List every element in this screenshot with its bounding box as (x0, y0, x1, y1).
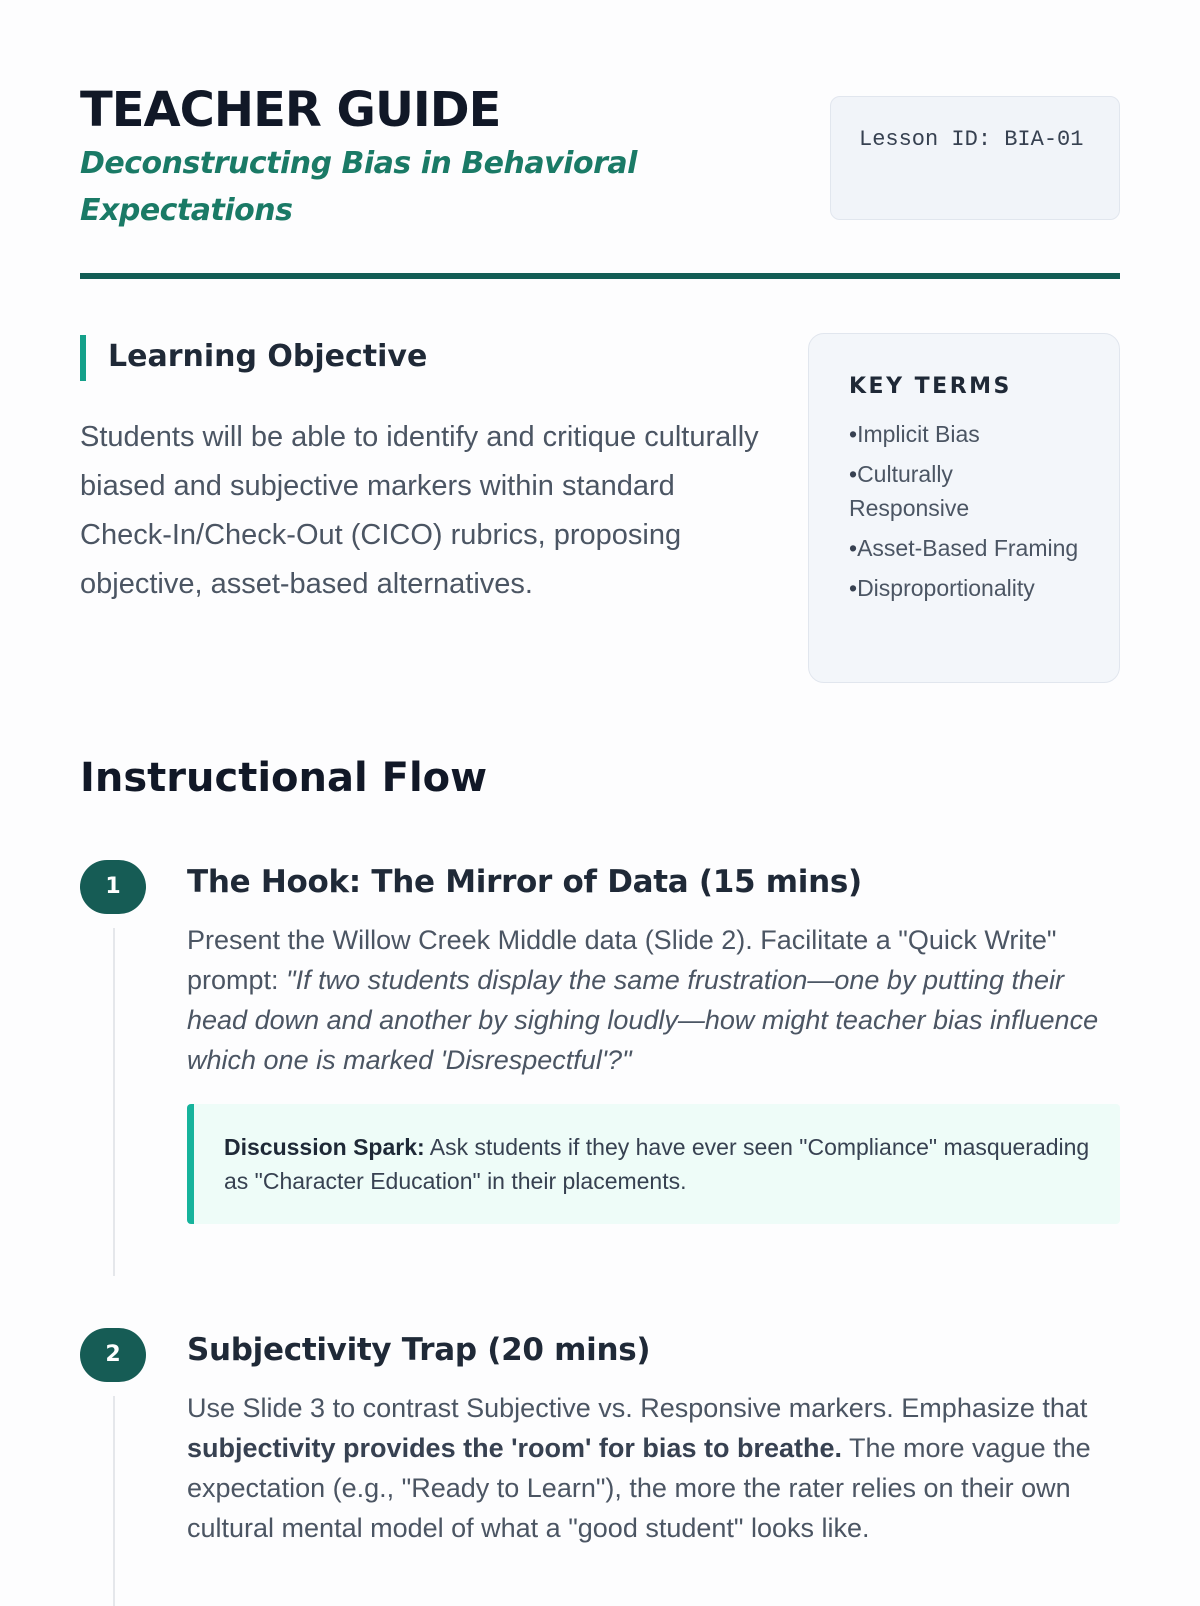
key-term-item: • Implicit Bias (849, 417, 1079, 451)
step-description (187, 1388, 1120, 1548)
key-terms-list (849, 417, 1079, 605)
lesson-subtitle: Deconstructing Bias in Behavioral Expectations (80, 146, 637, 228)
key-term-item: • Asset-Based Framing (849, 531, 1079, 565)
step-text-emphasis: subjectivity provides the 'room' for bias to breathe. (187, 1433, 842, 1463)
callout-label: Discussion Spark: (224, 1134, 425, 1160)
key-term-item: • Culturally Responsive (849, 457, 1079, 525)
page-title: TEACHER GUIDE (80, 82, 501, 138)
step-text-intro: Present the Willow Creek Middle data (Slide 2). Facilitate a "Quick Write" prompt: (187, 925, 1057, 995)
step-title: The Hook: The Mirror of Data (15 mins) (187, 864, 862, 900)
callout-text: Ask students if they have ever seen "Compliance" masquerading as "Character Education" in their placements. (224, 1134, 1090, 1194)
instructional-flow-heading: Instructional Flow (80, 755, 488, 801)
step-title: Subjectivity Trap (20 mins) (187, 1332, 651, 1368)
objective-text: Students will be able to identify and critique culturally biased and subjective markers within standard Check-In/Check-Out (CICO) rubrics, proposing objective, asset-based alternatives. (80, 421, 759, 600)
guide-header (80, 80, 1120, 280)
header-divider (80, 273, 1120, 279)
step-description (187, 920, 1120, 1080)
discussion-spark-callout (187, 1104, 1120, 1224)
step-number-badge: 2 (80, 1328, 146, 1382)
learning-objective-section (80, 333, 760, 609)
step-number-badge: 1 (80, 860, 146, 914)
lesson-id-badge: Lesson ID: BIA-01 (830, 96, 1120, 220)
key-terms-card (808, 333, 1120, 683)
step-text-intro: Use Slide 3 to contrast Subjective vs. Responsive markers. Emphasize that (187, 1393, 1088, 1423)
key-terms-heading: KEY TERMS (849, 374, 1012, 399)
timeline-line (113, 928, 115, 1276)
timeline-line (113, 1396, 115, 1606)
step-body (187, 1326, 1120, 1548)
key-term-item: • Disproportionality (849, 571, 1079, 605)
step-body (187, 858, 1120, 1224)
step-text-rest: The more vague the expectation (e.g., "Ready to Learn"), the more the rater relies on their own cultural mental model of what a "good student" looks like. (187, 1433, 1091, 1543)
objective-heading: Learning Objective (80, 333, 760, 381)
quick-write-prompt: "If two students display the same frustration—one by putting their head down and another by sighing loudly—how might teacher bias influence which one is marked 'Disrespectful'?" (187, 965, 1099, 1075)
